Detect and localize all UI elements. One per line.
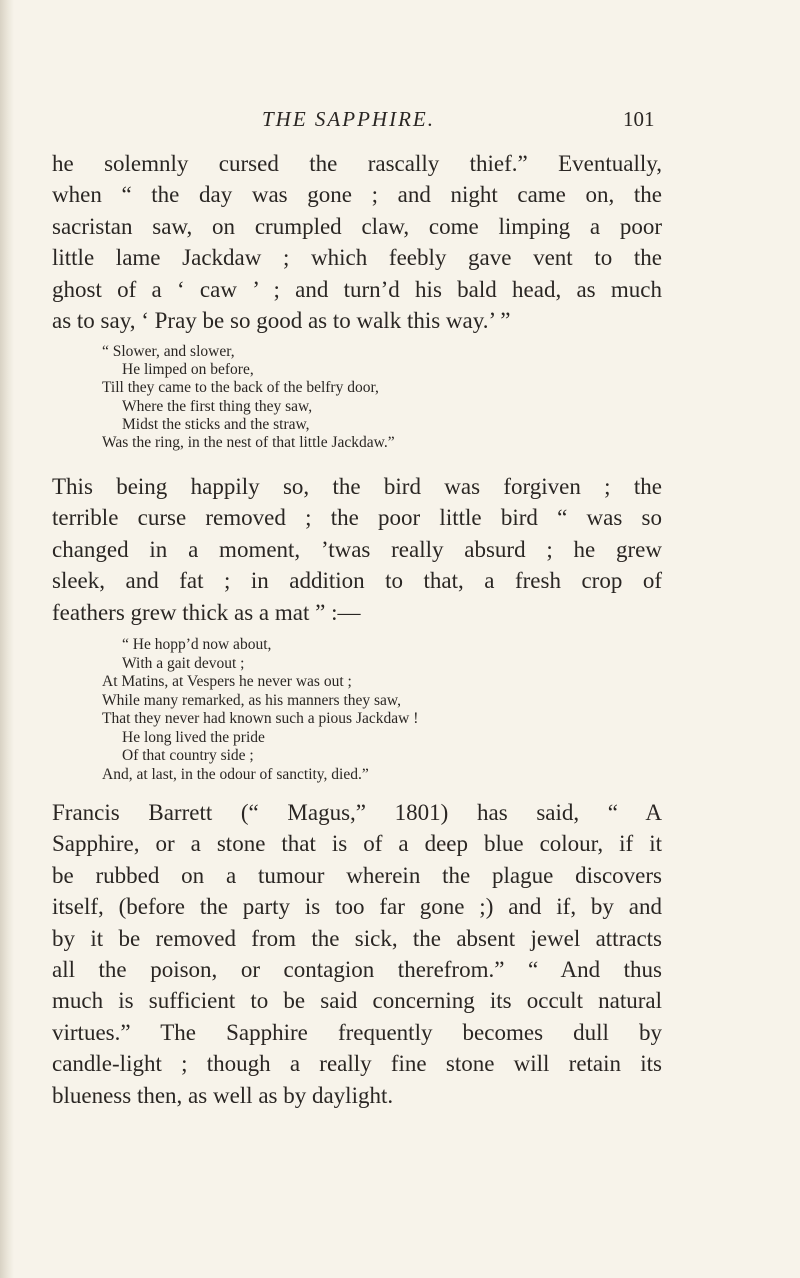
paragraph-3 — [52, 797, 662, 1111]
text-line: all the poison, or contagion therefrom.” “ And thus — [52, 957, 662, 983]
text-line: ghost of a ‘ caw ’ ; and turn’d his bald head, as much — [52, 276, 662, 302]
page-number: 101 — [623, 107, 655, 131]
verse-line: And, at last, in the odour of sanctity, died.” — [102, 765, 369, 783]
text-line: feathers grew thick as a mat ” :— — [52, 599, 361, 625]
text-line: itself, (before the party is too far gone ;) and if, by and — [52, 894, 662, 920]
text-line: be rubbed on a tumour wherein the plague discovers — [52, 862, 662, 888]
verse-line: “ He hopp’d now about, — [122, 636, 272, 653]
text-line: he solemnly cursed the rascally thief.” Eventually, — [52, 151, 662, 176]
verse-line: Was the ring, in the nest of that little Jackdaw.” — [102, 434, 395, 451]
verse-line: Of that country side ; — [122, 747, 254, 764]
verse-1 — [0, 343, 800, 463]
text-line: sleek, and fat ; in addition to that, a fresh crop of — [52, 568, 662, 594]
text-line: by it be removed from the sick, the absent jewel attracts — [52, 925, 662, 951]
verse-line: With a gait devout ; — [122, 654, 245, 672]
verse-line: Till they came to the back of the belfry door, — [102, 379, 379, 397]
text-line: changed in a moment, ’twas really absurd ; he grew — [52, 536, 662, 562]
text-line: Sapphire, or a stone that is of a deep blue colour, if it — [52, 831, 662, 857]
text-line: candle-light ; though a really fine stone will retain its — [52, 1051, 662, 1077]
running-head: THE SAPPHIRE. — [262, 107, 435, 131]
text-line: much is sufficient to be said concerning its occult natural — [52, 988, 662, 1014]
text-line: Francis Barrett (“ Magus,” 1801) has said, “ A — [52, 800, 662, 825]
verse-line: That they never had known such a pious Jackdaw ! — [102, 710, 419, 727]
verse-line: At Matins, at Vespers he never was out ; — [102, 673, 352, 690]
paragraph-2 — [52, 471, 662, 628]
text-line: as to say, ‘ Pray be so good as to walk this way.’ ” — [52, 308, 511, 334]
verse-2 — [0, 636, 800, 786]
text-line: when “ the day was gone ; and night came on, the — [52, 182, 662, 208]
text-line: sacristan saw, on crumpled claw, come limping a poor — [52, 213, 662, 239]
verse-line: While many remarked, as his manners they saw, — [102, 691, 401, 709]
verse-line: Where the first thing they saw, — [122, 397, 313, 415]
text-line: terrible curse removed ; the poor little bird “ was so — [52, 505, 662, 531]
text-line: little lame Jackdaw ; which feebly gave vent to the — [52, 245, 662, 271]
verse-line: He limped on before, — [122, 361, 254, 379]
page-header — [0, 107, 800, 137]
verse-line: “ Slower, and slower, — [102, 343, 235, 360]
paragraph-1 — [52, 148, 662, 336]
text-line: blueness then, as well as by daylight. — [52, 1082, 394, 1108]
text-line: virtues.” The Sapphire frequently becomes dull by — [52, 1019, 662, 1045]
text-line: This being happily so, the bird was forgiven ; the — [52, 474, 662, 499]
verse-line: He long lived the pride — [122, 728, 265, 746]
verse-line: Midst the sticks and the straw, — [122, 415, 310, 433]
